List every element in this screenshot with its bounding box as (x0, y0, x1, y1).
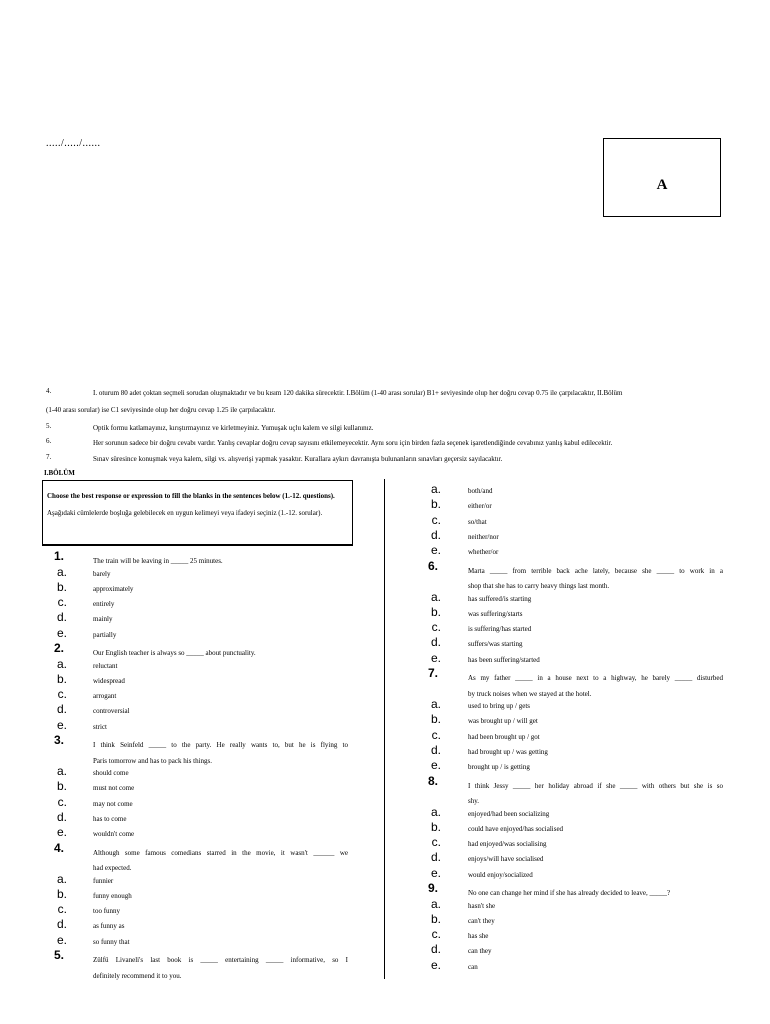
option-letter: c. (57, 902, 67, 917)
answer-option: widespread (93, 676, 125, 685)
option-letter: e. (56, 825, 67, 840)
rule-text: Optik formu katlamayınız, kırıştırmayınız ve kirletmeyiniz. Yumuşak uçlu kalem ve silgi kullanınız. (93, 424, 374, 432)
question-number: 3. (53, 733, 64, 747)
answer-option: has she (468, 932, 489, 941)
booklet-type-letter: A (656, 177, 668, 193)
option-letter: d. (430, 942, 441, 957)
answer-option: suffers/was starting (468, 640, 523, 649)
option-letter: e. (430, 543, 441, 558)
question-number: 1. (53, 549, 64, 563)
answer-option: was brought up / will get (468, 717, 538, 726)
answer-option: so/that (468, 517, 487, 526)
option-letter: b. (56, 579, 67, 594)
rule-number: 4. (46, 387, 52, 395)
option-letter: e. (56, 717, 67, 732)
question-text: I think Seinfeld _____ to the party. He really wants to, but he is flying to (93, 741, 348, 749)
question-text: The train will be leaving in _____ 25 minutes. (93, 557, 223, 565)
answer-option: entirely (93, 600, 115, 609)
option-letter: d. (430, 850, 441, 865)
option-letter: b. (430, 712, 441, 727)
answer-option: barely (93, 569, 111, 578)
option-letter: b. (56, 671, 67, 686)
answer-option: wouldn't come (93, 830, 135, 839)
option-letter: e. (430, 758, 441, 773)
answer-option: neither/nor (468, 532, 499, 541)
column-divider (384, 479, 385, 979)
question-text: As my father _____ in a house next to a highway, he barely _____ disturbed (468, 674, 723, 682)
answer-option: used to bring up / gets (468, 702, 531, 710)
option-letter: e. (430, 865, 441, 880)
question-number: 7. (427, 666, 438, 680)
answer-option: may not come (93, 799, 133, 808)
rule-text: Her sorunun sadece bir doğru cevabı vardır. Yanlış cevaplar doğru cevap sayısını etkilemeyecektir. Aynı soru için birden fazla seçenek işaretlendiğinde cevabınız yanlış kabul edilecektir. (93, 439, 613, 447)
instruction-english: Choose the best response or expression to fill the blanks in the sentences below (1.-12. questions). (47, 492, 335, 500)
option-letter: a. (56, 871, 67, 886)
answer-option: controversial (93, 707, 130, 716)
option-letter: d. (56, 610, 67, 625)
option-letter: a. (430, 589, 441, 604)
answer-option: approximately (93, 584, 134, 593)
question-text: Our English teacher is always so _____ about punctuality. (93, 649, 256, 657)
option-letter: c. (57, 794, 67, 809)
rule-text-continued: (1-40 arası sorular) ise C1 seviyesinde olup her doğru cevap 1.25 ile çarpılacaktır. (46, 406, 276, 414)
rule-text: I. oturum 80 adet çoktan seçmeli sorudan oluşmaktadır ve bu kısım 120 dakika sürecektir. I.Bölüm (1-40 arası sorular) B1+ seviyesinde olup her doğru cevap 0.75 ile çarpılacaktır, II.Bölüm (93, 389, 623, 397)
option-letter: d. (56, 917, 67, 932)
option-letter: a. (56, 764, 67, 778)
answer-option: brought up / is getting (468, 763, 530, 772)
option-letter: b. (430, 604, 441, 619)
question-number: 6. (427, 558, 438, 573)
answer-option: has to come (93, 814, 127, 823)
answer-option: can (468, 962, 478, 971)
answer-option: both/and (468, 487, 493, 495)
instruction-box (42, 480, 353, 546)
option-letter: c. (431, 927, 441, 942)
answer-option: funny enough (93, 891, 132, 900)
option-letter: c. (431, 620, 441, 635)
question-text: had expected. (93, 864, 132, 872)
answer-option: mainly (93, 615, 113, 624)
answer-option: whether/or (468, 548, 499, 557)
option-letter: b. (56, 886, 67, 901)
answer-option: had been brought up / got (468, 732, 540, 741)
answer-option: has been suffering/started (468, 655, 540, 664)
rule-number: 6. (46, 437, 52, 445)
option-letter: e. (56, 625, 67, 640)
answer-option: could have enjoyed/has socialised (468, 824, 564, 833)
answer-option: enjoyed/had been socializing (468, 809, 550, 818)
answer-option: would enjoy/socialized (468, 870, 533, 879)
option-letter: c. (431, 512, 441, 527)
answer-option: enjoys/will have socialised (468, 855, 544, 864)
answer-option: as funny as (93, 922, 125, 931)
rule-text: Sınav süresince konuşmak veya kalem, silgi vs. alışverişi yapmak yasaktır. Kurallara aykırı davranışta bulunanların sınavları geçersiz sayılacaktır. (93, 455, 503, 463)
option-letter: b. (430, 911, 441, 926)
answer-option: had enjoyed/was socialising (468, 840, 547, 849)
question-text: Paris tomorrow and has to pack his things. (93, 756, 212, 765)
option-letter: d. (56, 702, 67, 717)
option-letter: e. (56, 932, 67, 947)
option-letter: b. (56, 779, 67, 794)
answer-option: can they (468, 947, 492, 956)
answer-option: funnier (93, 876, 114, 885)
option-letter: a. (430, 804, 441, 819)
question-text: by truck noises when we stayed at the hotel. (468, 689, 592, 698)
option-letter: c. (57, 595, 67, 610)
option-letter: d. (430, 527, 441, 542)
answer-option: had brought up / was getting (468, 747, 548, 756)
rule-number: 5. (46, 422, 52, 430)
instruction-turkish: Aşağıdaki cümlelerde boşluğa gelebilecek en uygun kelimeyi veya ifadeyi seçiniz (1.-12. sorular). (47, 509, 323, 517)
option-letter: a. (430, 697, 441, 711)
option-letter: c. (431, 835, 441, 850)
question-text: Although some famous comedians starred in the movie, it wasn't ______ we (93, 848, 348, 857)
option-letter: e. (430, 957, 441, 972)
booklet-type-box (603, 138, 721, 217)
question-number: 5. (53, 948, 64, 962)
option-letter: b. (430, 497, 441, 512)
question-text: definitely recommend it to you. (93, 971, 182, 980)
option-letter: c. (431, 727, 441, 742)
answer-option: too funny (93, 907, 121, 916)
answer-option: strict (93, 722, 107, 731)
date-field: ...../...../...... (46, 138, 101, 149)
option-letter: d. (56, 809, 67, 824)
answer-option: hasn't she (468, 901, 496, 910)
answer-option: so funny that (93, 937, 130, 946)
option-letter: b. (430, 819, 441, 834)
answer-option: was suffering/starts (468, 609, 523, 618)
answer-option: arrogant (93, 692, 117, 701)
question-number: 2. (53, 641, 64, 655)
question-text: shy. (468, 797, 480, 805)
option-letter: a. (430, 896, 441, 911)
question-number: 8. (427, 773, 438, 788)
question-text: I think Jessy _____ her holiday abroad if she _____ with others but she is so (468, 781, 723, 790)
question-text: Marta _____ from terrible back ache lately, because she _____ to work in a (468, 566, 723, 575)
option-letter: a. (56, 656, 67, 671)
answer-option: either/or (468, 502, 492, 511)
rule-number: 7. (46, 453, 52, 461)
option-letter: a. (430, 482, 441, 496)
option-letter: d. (430, 635, 441, 650)
option-letter: c. (57, 687, 67, 702)
answer-option: is suffering/has started (468, 625, 532, 634)
answer-option: should come (93, 769, 129, 777)
question-text: Zülfü Livaneli's last book is _____ entertaining _____ informative, so I (93, 956, 348, 964)
answer-option: partially (93, 630, 117, 639)
answer-option: must not come (93, 784, 135, 793)
option-letter: e. (430, 650, 441, 665)
answer-option: can't they (468, 916, 495, 925)
answer-option: reluctant (93, 661, 118, 670)
question-number: 4. (53, 840, 64, 855)
question-number: 9. (427, 881, 438, 895)
question-text: shop that she has to carry heavy things last month. (468, 582, 610, 590)
answer-option: has suffered/is starting (468, 594, 532, 603)
option-letter: a. (56, 564, 67, 579)
question-text: No one can change her mind if she has already decided to leave, _____? (468, 889, 671, 897)
option-letter: d. (430, 742, 441, 757)
section-title: I.BÖLÜM (44, 469, 75, 477)
